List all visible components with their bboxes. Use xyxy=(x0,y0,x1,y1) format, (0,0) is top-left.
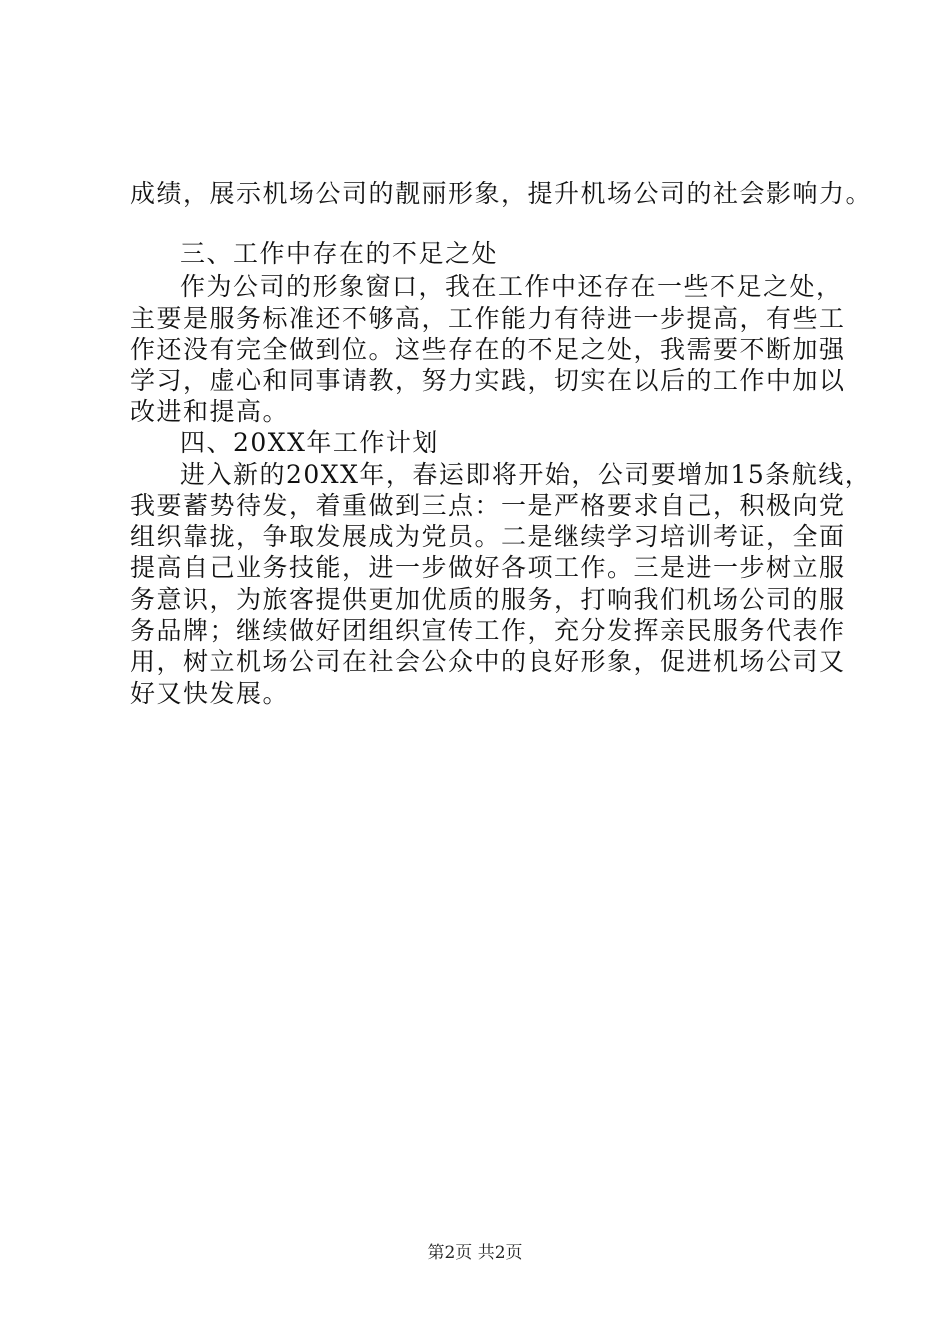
paragraph-line: 务品牌；继续做好团组织宣传工作，充分发挥亲民服务代表作 xyxy=(130,616,846,645)
paragraph-line: 作为公司的形象窗口，我在工作中还存在一些不足之处， xyxy=(180,272,843,301)
paragraph-line: 改进和提高。 xyxy=(130,397,290,426)
paragraph-line: 作还没有完全做到位。这些存在的不足之处，我需要不断加强 xyxy=(130,335,846,364)
section-heading: 三、工作中存在的不足之处 xyxy=(180,239,499,268)
section-heading: 四、20XX年工作计划 xyxy=(180,428,439,457)
paragraph-line: 我要蓄势待发，着重做到三点：一是严格要求自己，积极向党 xyxy=(130,491,846,520)
paragraph-line: 学习，虚心和同事请教，努力实践，切实在以后的工作中加以 xyxy=(130,366,846,395)
page-number-footer: 第2页 共2页 xyxy=(427,1243,523,1263)
paragraph-line: 好又快发展。 xyxy=(130,679,290,708)
paragraph-line: 提高自己业务技能，进一步做好各项工作。三是进一步树立服 xyxy=(130,553,846,582)
paragraph-line: 成绩，展示机场公司的靓丽形象，提升机场公司的社会影响力。 xyxy=(130,179,873,208)
paragraph-line: 用，树立机场公司在社会公众中的良好形象，促进机场公司又 xyxy=(130,647,846,676)
paragraph-line: 务意识，为旅客提供更加优质的服务，打响我们机场公司的服 xyxy=(130,585,846,614)
paragraph-line: 组织靠拢，争取发展成为党员。二是继续学习培训考证，全面 xyxy=(130,522,846,551)
paragraph-line: 进入新的20XX年，春运即将开始，公司要增加15条航线， xyxy=(180,460,872,489)
paragraph-line: 主要是服务标准还不够高，工作能力有待进一步提高，有些工 xyxy=(130,304,846,333)
